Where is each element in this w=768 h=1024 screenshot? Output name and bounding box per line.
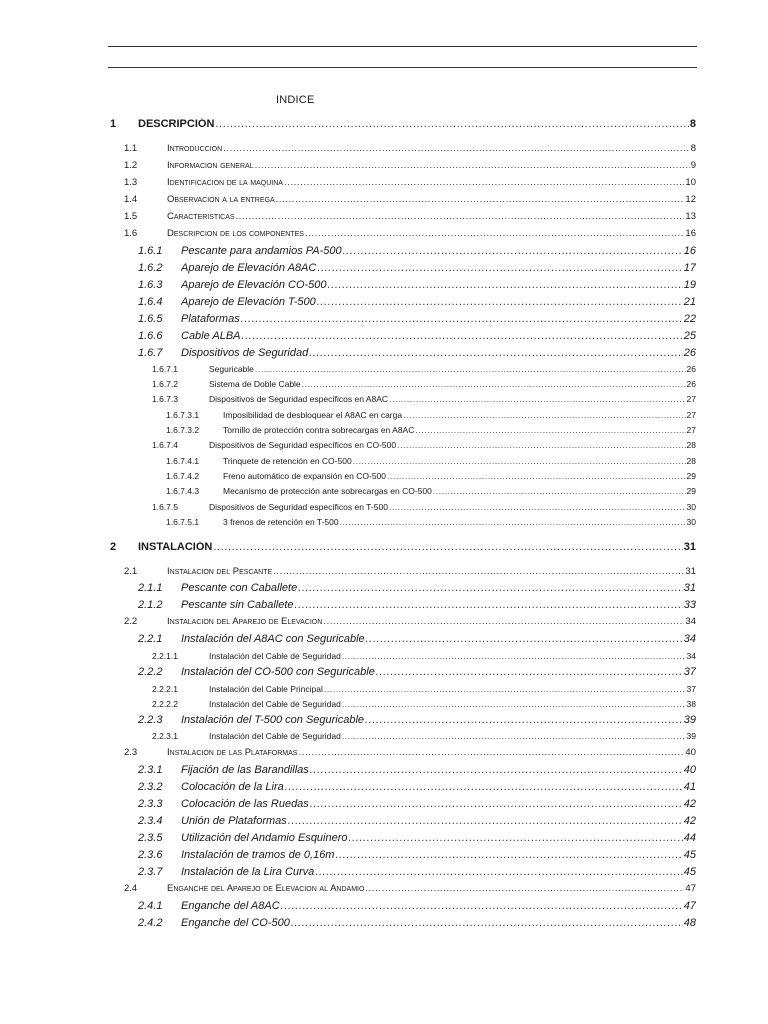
toc-entry-page: 34	[685, 616, 696, 627]
toc-entry-page: 29	[686, 471, 696, 481]
toc-entry[interactable]	[138, 541, 696, 553]
toc-entry[interactable]	[138, 118, 696, 130]
toc-leader-dots	[241, 313, 683, 325]
toc-entry[interactable]	[209, 651, 696, 661]
toc-leader-dots	[365, 883, 684, 894]
toc-leader-dots	[288, 815, 683, 827]
toc-entry-number: 2.3.1	[138, 764, 163, 776]
toc-entry-page: 9	[690, 160, 696, 171]
toc-entry-page: 26	[686, 364, 696, 374]
toc-entry-page: 30	[686, 517, 696, 527]
toc-entry-page: 26	[686, 379, 696, 389]
toc-leader-dots	[433, 486, 686, 496]
toc-leader-dots	[284, 177, 684, 188]
toc-entry-page: 21	[683, 296, 696, 308]
toc-entry[interactable]	[181, 262, 696, 274]
toc-entry-number: 2.4	[124, 883, 138, 894]
toc-entry-number: 2.1.2	[138, 599, 163, 611]
toc-entry-page: 44	[683, 832, 696, 844]
toc-entry-number: 2.2	[124, 616, 138, 627]
toc-leader-dots	[389, 394, 685, 404]
toc-entry-page: 28	[686, 456, 696, 466]
toc-entry-page: 29	[686, 486, 696, 496]
toc-entry-title: Instalación del Cable de Seguridad	[209, 699, 341, 709]
toc-leader-dots	[353, 456, 686, 466]
toc-entry-number: 2.2.3	[138, 714, 163, 726]
toc-entry-number: 1.1	[124, 143, 138, 154]
toc-entry-page: 19	[683, 279, 696, 291]
toc-entry-page: 8	[689, 118, 696, 130]
toc-entry[interactable]	[167, 747, 696, 758]
toc-entry-page: 30	[686, 502, 696, 512]
toc-entry-number: 1.4	[124, 194, 138, 205]
toc-entry-title: Instalación del Cable de Seguridad	[209, 651, 341, 661]
toc-entry-title: Plataformas	[181, 313, 240, 325]
toc-leader-dots	[317, 262, 682, 274]
toc-entry-number: 2.3	[124, 747, 138, 758]
toc-entry-title: Seguricable	[209, 364, 254, 374]
toc-leader-dots	[236, 211, 685, 222]
toc-leader-dots	[315, 866, 682, 878]
toc-leader-dots	[342, 699, 686, 709]
toc-entry-page: 42	[683, 798, 696, 810]
toc-entry-number: 1.6.6	[138, 330, 163, 342]
toc-entry[interactable]	[181, 347, 696, 359]
toc-leader-dots	[223, 143, 690, 154]
toc-entry[interactable]	[223, 425, 696, 435]
toc-entry-title: Mecanismo de protección ante sobrecargas en CO-500	[223, 486, 432, 496]
toc-leader-dots	[323, 616, 684, 627]
toc-entry-page: 27	[686, 394, 696, 404]
toc-leader-dots	[291, 917, 683, 929]
toc-entry[interactable]	[223, 410, 696, 420]
toc-entry-title: Dispositivos de Seguridad específicos en T-500	[209, 502, 388, 512]
toc-entry-title: Instalación de la Lira Curva	[181, 866, 315, 878]
toc-entry[interactable]	[167, 566, 696, 577]
toc-entry[interactable]	[181, 330, 696, 342]
toc-entry-title: Instalacion del Pescante	[167, 566, 273, 577]
header-rule-top	[108, 46, 697, 47]
toc-leader-dots	[376, 666, 683, 678]
toc-entry-title: Instalación del CO-500 con Seguricable	[181, 666, 375, 678]
toc-entry[interactable]	[181, 917, 696, 929]
toc-entry-number: 1.2	[124, 160, 138, 171]
toc-entry-title: Aparejo de Elevación CO-500	[181, 279, 327, 291]
toc-entry-number: 1.6.7.1	[152, 364, 178, 374]
toc-entry-title: Cable ALBA	[181, 330, 241, 342]
toc-entry-number: 1.6.2	[138, 262, 163, 274]
toc-entry-title: Pescante sin Caballete	[181, 599, 294, 611]
toc-leader-dots	[415, 425, 685, 435]
toc-entry-number: 2.3.4	[138, 815, 163, 827]
toc-entry-page: 45	[683, 866, 696, 878]
toc-entry-title: Instalación del A8AC con Seguricable	[181, 633, 365, 645]
toc-entry-title: Dispositivos de Seguridad específicos en CO-500	[209, 440, 397, 450]
toc-leader-dots	[343, 245, 683, 257]
toc-entry-title: Instalación del Cable de Seguridad	[209, 731, 341, 741]
toc-entry-title: Enganche del CO-500	[181, 917, 290, 929]
toc-entry-title: Colocación de las Ruedas	[181, 798, 309, 810]
toc-entry-title: DESCRIPCIÓN	[138, 118, 215, 130]
toc-entry-page: 41	[683, 781, 696, 793]
toc-leader-dots	[242, 330, 683, 342]
toc-leader-dots	[387, 471, 686, 481]
toc-entry-number: 2.2.2.1	[152, 684, 178, 694]
toc-entry-page: 31	[683, 541, 696, 553]
toc-entry-title: Introduccion	[167, 143, 223, 154]
toc-leader-dots	[273, 566, 684, 577]
toc-leader-dots	[366, 633, 683, 645]
toc-entry-number: 1.6.7.3.2	[166, 425, 200, 435]
toc-leader-dots	[310, 798, 683, 810]
toc-entry[interactable]	[209, 394, 696, 404]
toc-entry[interactable]	[181, 866, 696, 878]
toc-entry[interactable]	[209, 731, 696, 741]
toc-entry-number: 2.2.2.2	[152, 699, 178, 709]
toc-leader-dots	[349, 832, 683, 844]
toc-leader-dots	[295, 599, 683, 611]
toc-leader-dots	[298, 582, 683, 594]
toc-entry[interactable]	[181, 666, 696, 678]
toc-leader-dots	[317, 296, 683, 308]
toc-entry-number: 1.6.7	[138, 347, 163, 359]
toc-entry-number: 1.6.7.3	[152, 394, 178, 404]
toc-entry-number: 1.6	[124, 228, 138, 239]
toc-entry-title: Imposibilidad de desbloquear el A8AC en carga	[223, 410, 403, 420]
toc-entry-number: 1.6.3	[138, 279, 163, 291]
toc-entry[interactable]	[167, 616, 696, 627]
toc-entry-title: Sistema de Doble Cable	[209, 379, 301, 389]
toc-entry-page: 28	[686, 440, 696, 450]
toc-entry-title: Enganche del A8AC	[181, 900, 280, 912]
toc-entry-page: 26	[683, 347, 696, 359]
toc-entry-title: Pescante con Caballete	[181, 582, 298, 594]
toc-leader-dots	[324, 684, 686, 694]
toc-entry[interactable]	[223, 486, 696, 496]
toc-entry-number: 1.6.7.4.3	[166, 486, 200, 496]
toc-entry-title: Fijación de las Barandillas	[181, 764, 309, 776]
toc-entry-number: 2.2.2	[138, 666, 163, 678]
toc-entry[interactable]	[181, 781, 696, 793]
toc-leader-dots	[309, 347, 683, 359]
toc-leader-dots	[281, 900, 683, 912]
toc-entry-page: 40	[685, 747, 696, 758]
toc-entry-number: 1.6.7.5	[152, 502, 178, 512]
toc-entry[interactable]	[167, 883, 696, 894]
toc-entry-page: 22	[683, 313, 696, 325]
toc-entry-number: 2.3.3	[138, 798, 163, 810]
toc-entry-page: 31	[685, 566, 696, 577]
toc-entry-title: Identificacion de la maquina	[167, 177, 283, 188]
toc-leader-dots	[305, 228, 685, 239]
toc-entry[interactable]	[167, 160, 696, 171]
toc-entry[interactable]	[181, 633, 696, 645]
toc-entry-title: Tornillo de protección contra sobrecargas en A8AC	[223, 425, 415, 435]
toc-leader-dots	[403, 410, 685, 420]
toc-entry-title: Instalación de tramos de 0,16m	[181, 849, 335, 861]
toc-entry-title: Instalacion del Aparejo de Elevacion	[167, 616, 323, 627]
toc-leader-dots	[255, 160, 690, 171]
toc-entry-page: 34	[686, 651, 696, 661]
toc-leader-dots	[397, 440, 685, 450]
toc-entry-number: 2.3.5	[138, 832, 163, 844]
toc-entry-title: Dispositivos de Seguridad	[181, 347, 309, 359]
toc-entry-page: 45	[683, 849, 696, 861]
toc-leader-dots	[340, 517, 686, 527]
toc-entry-number: 2.1.1	[138, 582, 163, 594]
toc-entry-page: 42	[683, 815, 696, 827]
toc-entry-title: INSTALACIÓN	[138, 541, 213, 553]
toc-entry-page: 13	[685, 211, 696, 222]
toc-entry-number: 1.6.7.3.1	[166, 410, 200, 420]
toc-entry-number: 1.6.7.4.2	[166, 471, 200, 481]
toc-entry-title: Instalacion de las Plataformas	[167, 747, 298, 758]
toc-entry[interactable]	[167, 194, 696, 205]
toc-entry-number: 1.6.7.4	[152, 440, 178, 450]
toc-entry-number: 2.1	[124, 566, 138, 577]
toc-entry-title: Freno automático de expansión en CO-500	[223, 471, 387, 481]
toc-entry[interactable]	[167, 177, 696, 188]
toc-leader-dots	[365, 714, 683, 726]
toc-entry-page: 27	[686, 425, 696, 435]
toc-entry-number: 2.2.1	[138, 633, 163, 645]
toc-entry-number: 1.6.7.5.1	[166, 517, 200, 527]
toc-entry-number: 1.3	[124, 177, 138, 188]
toc-entry-title: Instalación del Cable Principal	[209, 684, 323, 694]
toc-entry-number: 2.3.2	[138, 781, 163, 793]
toc-entry-number: 2.2.1.1	[152, 651, 178, 661]
toc-entry-page: 39	[686, 731, 696, 741]
toc-entry-number: 2.3.6	[138, 849, 163, 861]
toc-leader-dots	[389, 502, 686, 512]
toc-entry-number: 1.5	[124, 211, 138, 222]
toc-leader-dots	[215, 118, 688, 130]
toc-entry-page: 39	[683, 714, 696, 726]
toc-entry[interactable]	[181, 296, 696, 308]
toc-entry[interactable]	[209, 684, 696, 694]
toc-entry-number: 1.6.1	[138, 245, 163, 257]
toc-leader-dots	[342, 731, 686, 741]
toc-entry-page: 27	[686, 410, 696, 420]
toc-leader-dots	[328, 279, 683, 291]
toc-entry-title: Observacion a la entrega	[167, 194, 275, 205]
toc-entry-number: 2.2.3.1	[152, 731, 178, 741]
header-rule-bottom	[108, 67, 697, 68]
toc-entry-page: 40	[683, 764, 696, 776]
toc-entry-title: Colocación de la Lira	[181, 781, 284, 793]
toc-entry-title: 3 frenos de retención en T-500	[223, 517, 339, 527]
toc-entry[interactable]	[223, 471, 696, 481]
toc-entry-page: 31	[683, 582, 696, 594]
toc-entry-title: Informacion general	[167, 160, 254, 171]
toc-entry-page: 10	[685, 177, 696, 188]
toc-entry[interactable]	[181, 815, 696, 827]
toc-entry-number: 1.6.4	[138, 296, 163, 308]
toc-entry[interactable]	[181, 714, 696, 726]
toc-entry-page: 47	[683, 900, 696, 912]
toc-entry-title: Caracteristicas	[167, 211, 235, 222]
toc-entry-number: 2.4.2	[138, 917, 163, 929]
toc-entry-page: 34	[683, 633, 696, 645]
toc-entry-title: Dispositivos de Seguridad específicos en A8AC	[209, 394, 389, 404]
toc-entry-title: Instalación del T-500 con Seguricable	[181, 714, 365, 726]
toc-entry[interactable]	[181, 798, 696, 810]
toc-entry-title: Unión de Plataformas	[181, 815, 287, 827]
toc-entry-number: 2	[110, 541, 117, 553]
toc-entry-title: Aparejo de Elevación T-500	[181, 296, 316, 308]
toc-entry[interactable]	[209, 502, 696, 512]
toc-entry-title: Aparejo de Elevación A8AC	[181, 262, 317, 274]
toc-leader-dots	[276, 194, 685, 205]
toc-entry-number: 1.6.5	[138, 313, 163, 325]
toc-entry-page: 33	[683, 599, 696, 611]
toc-entry[interactable]	[223, 517, 696, 527]
toc-leader-dots	[298, 747, 684, 758]
toc-entry[interactable]	[181, 245, 696, 257]
toc-entry-number: 1.6.7.2	[152, 379, 178, 389]
toc-leader-dots	[342, 651, 686, 661]
toc-entry-title: Enganche del Aparejo de Elevacion al Andamio	[167, 883, 365, 894]
toc-entry-title: Trinquete de retención en CO-500	[223, 456, 352, 466]
toc-entry-title: Utilización del Andamio Esquinero	[181, 832, 348, 844]
toc-entry[interactable]	[209, 379, 696, 389]
toc-entry[interactable]	[181, 599, 696, 611]
toc-entry-number: 2.4.1	[138, 900, 163, 912]
toc-entry-number: 1.6.7.4.1	[166, 456, 200, 466]
toc-entry[interactable]	[167, 143, 696, 154]
toc-entry-page: 25	[683, 330, 696, 342]
toc-entry-page: 16	[685, 228, 696, 239]
toc-entry-number: 2.3.7	[138, 866, 163, 878]
toc-entry[interactable]	[181, 764, 696, 776]
toc-entry[interactable]	[181, 832, 696, 844]
toc-entry[interactable]	[181, 313, 696, 325]
toc-entry[interactable]	[167, 228, 696, 239]
toc-entry[interactable]	[209, 699, 696, 709]
toc-entry-title: Pescante para andamios PA-500	[181, 245, 342, 257]
toc-entry-page: 12	[685, 194, 696, 205]
toc-leader-dots	[255, 364, 686, 374]
toc-entry-page: 37	[686, 684, 696, 694]
toc-entry-page: 17	[683, 262, 696, 274]
toc-entry-title: Descripcion de los componentes	[167, 228, 304, 239]
toc-entry[interactable]	[209, 364, 696, 374]
toc-entry[interactable]	[181, 900, 696, 912]
toc-entry[interactable]	[167, 211, 696, 222]
toc-leader-dots	[302, 379, 686, 389]
toc-entry-page: 37	[683, 666, 696, 678]
toc-entry-number: 1	[110, 118, 117, 130]
toc-entry-page: 8	[690, 143, 696, 154]
toc-leader-dots	[310, 764, 683, 776]
toc-entry-page: 38	[686, 699, 696, 709]
toc-entry[interactable]	[181, 849, 696, 861]
toc-leader-dots	[335, 849, 682, 861]
toc-entry-page: 47	[685, 883, 696, 894]
toc-leader-dots	[285, 781, 683, 793]
toc-entry[interactable]	[209, 440, 696, 450]
toc-entry[interactable]	[181, 582, 696, 594]
toc-leader-dots	[213, 541, 682, 553]
toc-entry[interactable]	[223, 456, 696, 466]
toc-entry-page: 48	[683, 917, 696, 929]
toc-entry[interactable]	[181, 279, 696, 291]
page-title: INDICE	[276, 94, 315, 106]
toc-entry-page: 16	[683, 245, 696, 257]
